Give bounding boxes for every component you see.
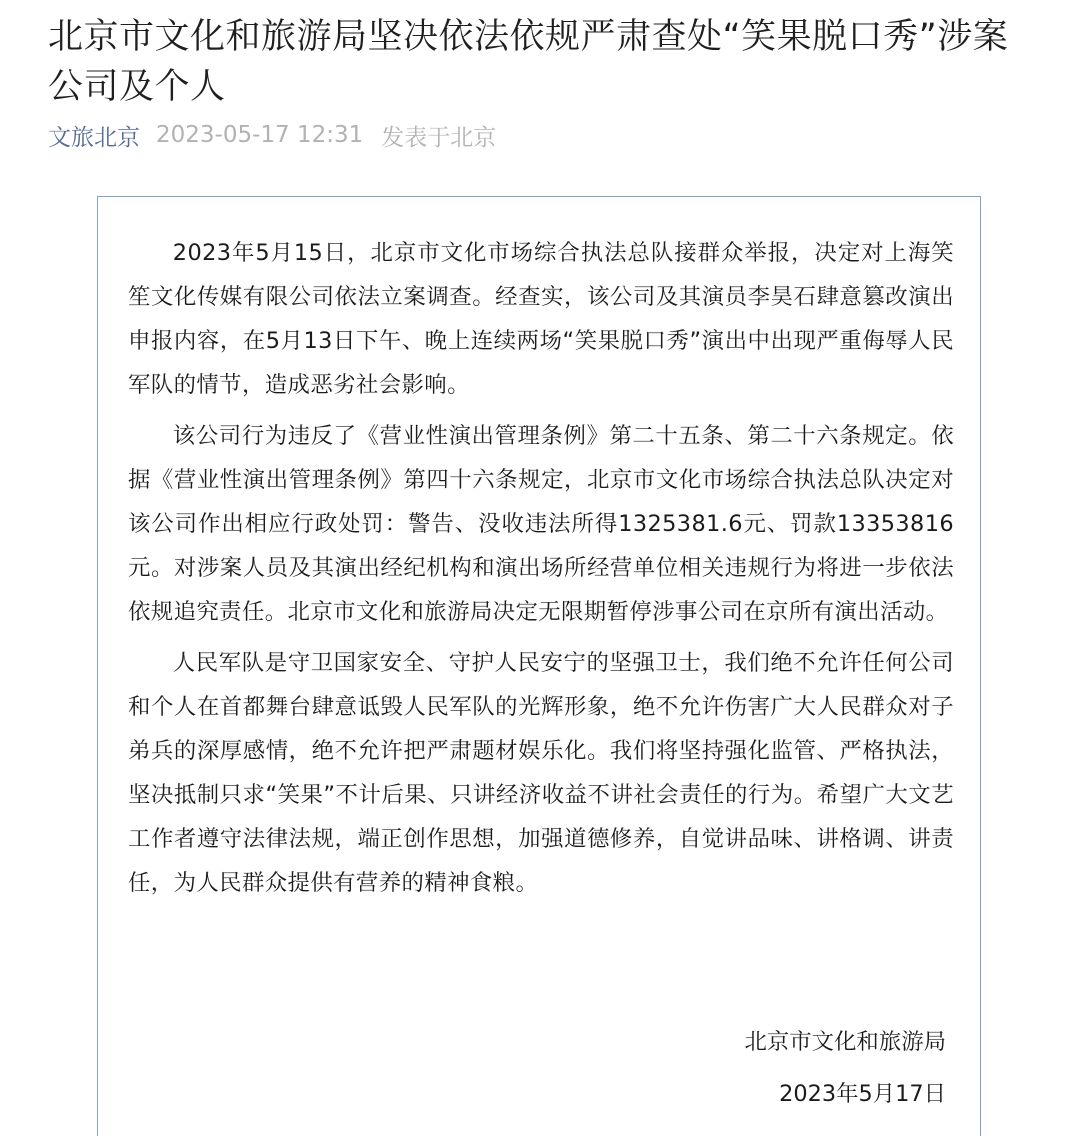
article-title: 北京市文化和旅游局坚决依法依规严肃查处“笑果脱口秀”涉案公司及个人	[48, 17, 1009, 107]
signature-block	[744, 1017, 946, 1121]
author-link[interactable]: 文旅北京	[48, 124, 140, 151]
publish-time: 2023-05-17 12:31	[156, 122, 364, 148]
announcement-image	[97, 196, 981, 1136]
announcement-paragraph: 人民军队是守卫国家安全、守护人民安宁的坚强卫士，我们绝不允许任何公司和个人在首都舞台肆意诋毁人民军队的光辉形象，绝不允许伤害广大人民群众对子弟兵的深厚感情，绝不允许把严肃题材娱乐化。我们将坚持强化监管、严格执法，坚决抵制只求“笑果”不计后果、只讲经济收益不讲社会责任的行为。希望广大文艺工作者遵守法律法规，端正创作思想，加强道德修养，自觉讲品味、讲格调、讲责任，为人民群众提供有营养的精神食粮。	[128, 650, 954, 896]
signature-date: 2023年5月17日	[779, 1081, 946, 1107]
signature-organization: 北京市文化和旅游局	[744, 1029, 946, 1055]
announcement-paragraph: 2023年5月15日，北京市文化市场综合执法总队接群众举报，决定对上海笑笙文化传媒有限公司依法立案调查。经查实，该公司及其演员李昊石肆意篡改演出申报内容，在5月13日下午、晚上连续两场“笑果脱口秀”演出中出现严重侮辱人民军队的情节，造成恶劣社会影响。	[128, 240, 954, 398]
announcement-paragraph: 该公司行为违反了《营业性演出管理条例》第二十五条、第二十六条规定。依据《营业性演出管理条例》第四十六条规定，北京市文化市场综合执法总队决定对该公司作出相应行政处罚：警告、没收违法所得1325381.6元、罚款13353816元。对涉案人员及其演出经纪机构和演出场所经营单位相关违规行为将进一步依法依规追究责任。北京市文化和旅游局决定无限期暂停涉事公司在京所有演出活动。	[128, 423, 954, 625]
publish-location: 发表于北京	[381, 124, 497, 151]
article-meta	[48, 117, 496, 153]
announcement-body	[128, 231, 954, 912]
